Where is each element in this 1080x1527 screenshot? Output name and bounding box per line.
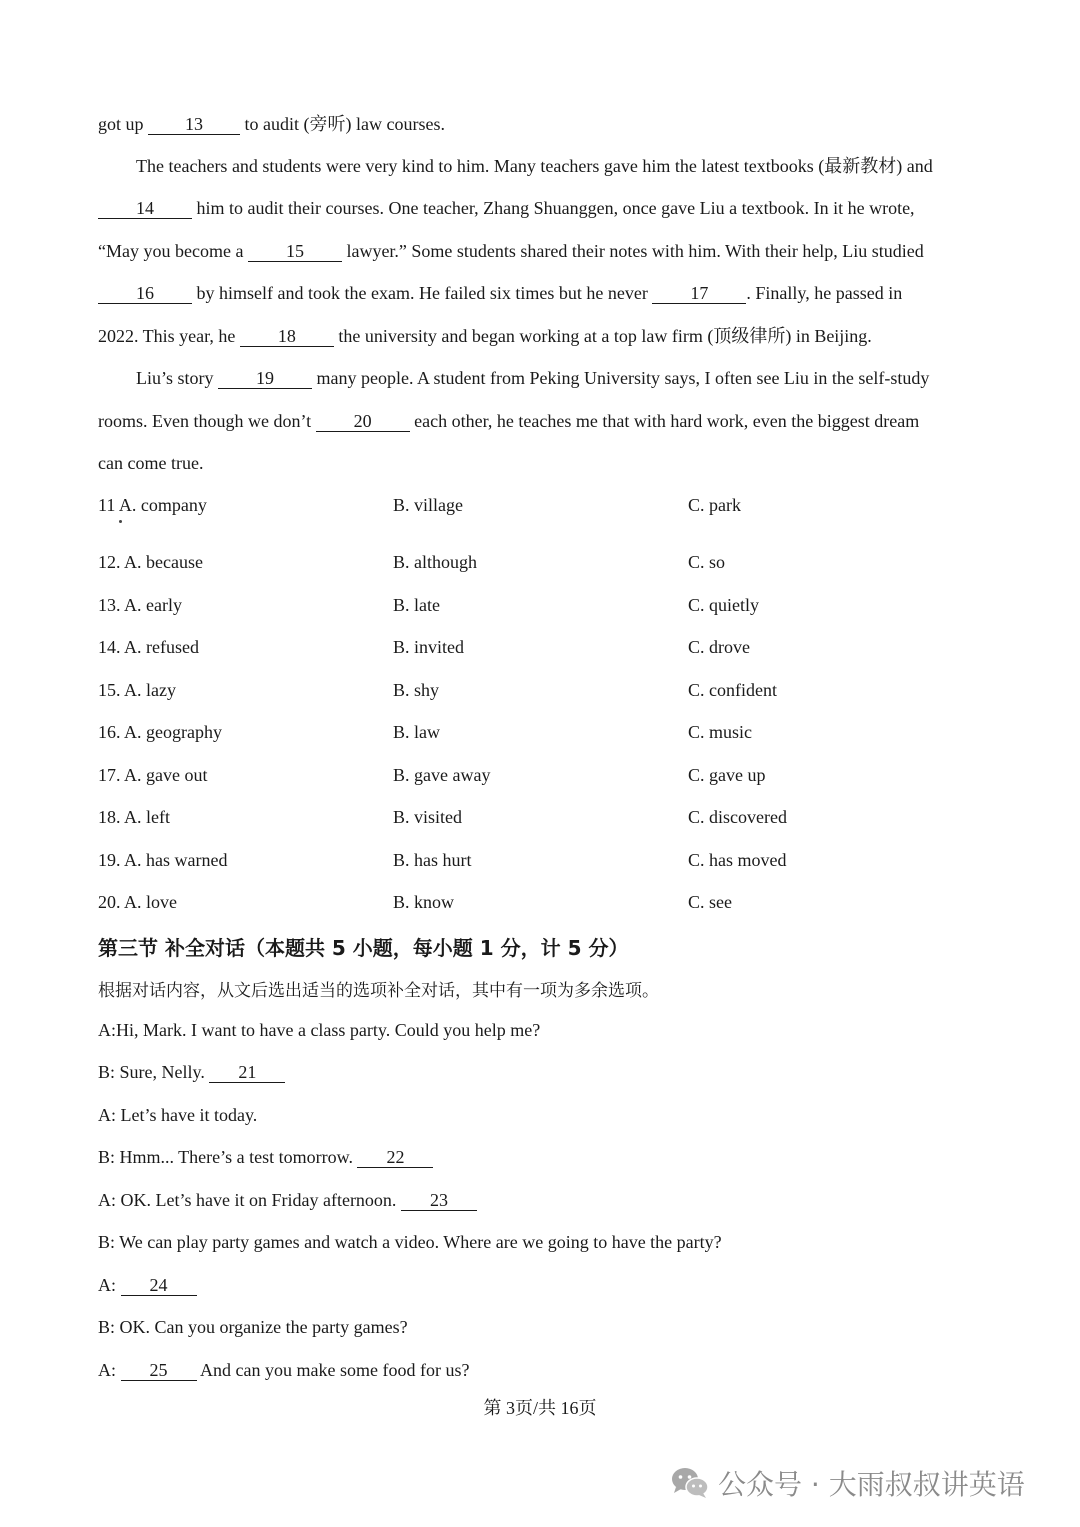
passage-line-4: “May you become a 15 lawyer.” Some students shared their notes with him. With their help, Liu studied [98,241,924,261]
dialogue-line-3: A: Let’s have it today. [98,1105,258,1125]
blank-21: 21 [209,1063,285,1083]
option-19-b: B. has hurt [393,850,472,870]
blank-24: 24 [121,1276,197,1296]
option-12-c: C. so [688,552,726,572]
passage-line-3: 14 him to audit their courses. One teacher, Zhang Shuanggen, once gave Liu a textbook. In it he wrote, [98,197,915,219]
dialogue-line-9: A: 25 And can you make some food for us? [98,1360,470,1380]
option-13-b: B. late [393,595,440,615]
section-3-instruction: 根据对话内容，从文后选出适当的选项补全对话，其中有一项为多余选项。 [98,981,659,1001]
option-13-c: C. quietly [688,595,759,615]
option-11-b: B. village [393,495,463,515]
stray-mark [119,520,122,523]
blank-14: 14 [98,199,192,219]
passage-line-9: can come true. [98,453,204,473]
wechat-icon [670,1466,710,1500]
passage-line-5: 16 by himself and took the exam. He failed six times but he never 17 . Finally, he passed in [98,282,902,304]
passage-line-8: rooms. Even though we don’t 20 each other, he teaches me that with hard work, even the biggest dream [98,411,920,431]
option-20-c: C. see [688,892,732,912]
option-18-a: 18. A. left [98,807,170,827]
blank-15: 15 [248,242,342,262]
dialogue-line-8: B: OK. Can you organize the party games? [98,1317,408,1337]
blank-17: 17 [652,284,746,304]
blank-13: 13 [148,115,240,135]
section-3-heading: 第三节 补全对话（本题共 5 小题，每小题 1 分，计 5 分） [98,936,629,960]
blank-20: 20 [316,412,410,432]
passage-line-6: 2022. This year, he 18 the university and began working at a top law firm (顶级律所) in Beijing. [98,326,872,346]
option-19-a: 19. A. has warned [98,850,228,870]
watermark [670,1463,1025,1503]
option-15-a: 15. A. lazy [98,680,176,700]
option-12-b: B. although [393,552,477,572]
blank-25: 25 [121,1361,197,1381]
passage-line-1: got up 13 to audit (旁听) law courses. [98,114,445,134]
option-17-c: C. gave up [688,765,766,785]
blank-16: 16 [98,284,192,304]
option-11-a: 11 A. company [98,495,207,515]
passage-line-7: Liu’s story 19 many people. A student from Peking University says, I often see Liu in the self-study [136,368,930,388]
option-16-c: C. music [688,722,753,742]
dialogue-line-1: A:Hi, Mark. I want to have a class party. Could you help me? [98,1020,541,1040]
watermark-text: 公众号 · 大雨叔叔讲英语 [718,1468,1025,1501]
dialogue-line-2: B: Sure, Nelly. 21 [98,1061,285,1083]
option-14-a: 14. A. refused [98,637,199,657]
dialogue-line-5: A: OK. Let’s have it on Friday afternoon. 23 [98,1189,477,1211]
option-11-c: C. park [688,495,741,515]
page-number: 第 3页/共 16页 [483,1398,597,1418]
option-17-a: 17. A. gave out [98,765,208,785]
dialogue-line-6: B: We can play party games and watch a video. Where are we going to have the party? [98,1232,722,1252]
option-14-c: C. drove [688,637,750,657]
option-18-b: B. visited [393,807,463,827]
option-12-a: 12. A. because [98,552,203,572]
option-15-c: C. confident [688,680,777,700]
option-17-b: B. gave away [393,765,491,785]
option-16-b: B. law [393,722,440,742]
blank-18: 18 [240,327,334,347]
option-16-a: 16. A. geography [98,722,222,742]
option-20-b: B. know [393,892,455,912]
option-18-c: C. discovered [688,807,787,827]
option-15-b: B. shy [393,680,440,700]
blank-23: 23 [401,1191,477,1211]
option-13-a: 13. A. early [98,595,182,615]
option-14-b: B. invited [393,637,464,657]
passage-line-2: The teachers and students were very kind to him. Many teachers gave him the latest textbooks (最新教材) and [136,156,933,176]
option-19-c: C. has moved [688,850,787,870]
dialogue-line-7: A: 24 [98,1274,197,1296]
blank-22: 22 [357,1148,433,1168]
dialogue-line-4: B: Hmm... There’s a test tomorrow. 22 [98,1146,433,1168]
option-20-a: 20. A. love [98,892,177,912]
blank-19: 19 [218,369,312,389]
